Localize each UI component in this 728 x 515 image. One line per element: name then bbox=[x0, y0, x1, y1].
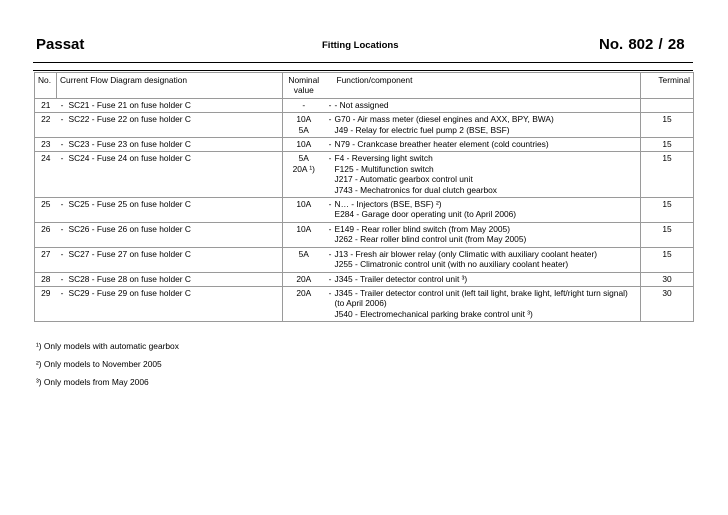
nominal-value: 10A bbox=[283, 222, 325, 247]
function-component: J345 - Trailer detector control unit ³) bbox=[334, 272, 641, 286]
fuse-designation: SC24 - Fuse 24 on fuse holder C bbox=[66, 152, 283, 198]
fuse-designation: SC23 - Fuse 23 on fuse holder C bbox=[66, 138, 283, 152]
fuse-number: 24 bbox=[35, 152, 57, 198]
fuse-designation: SC29 - Fuse 29 on fuse holder C bbox=[66, 286, 283, 321]
separator-dash: - bbox=[57, 272, 66, 286]
separator-dash: - bbox=[325, 222, 334, 247]
function-component: J13 - Fresh air blower relay (only Climatic with auxiliary coolant heater) J255 - Climatronic control unit (with no auxiliary coolant heater) bbox=[334, 247, 641, 272]
terminal: 30 bbox=[641, 286, 694, 321]
fuse-number: 21 bbox=[35, 98, 57, 112]
col-header-terminal: Terminal bbox=[641, 73, 694, 99]
header-divider-2 bbox=[33, 70, 693, 71]
fuse-designation: SC22 - Fuse 22 on fuse holder C bbox=[66, 113, 283, 138]
fuse-designation: SC27 - Fuse 27 on fuse holder C bbox=[66, 247, 283, 272]
nominal-value: 10A bbox=[283, 138, 325, 152]
separator-dash: - bbox=[57, 113, 66, 138]
separator-dash: - bbox=[325, 138, 334, 152]
terminal bbox=[641, 98, 694, 112]
terminal: 15 bbox=[641, 198, 694, 223]
fuse-designation: SC28 - Fuse 28 on fuse holder C bbox=[66, 272, 283, 286]
function-component: E149 - Rear roller blind switch (from May 2005) J262 - Rear roller blind control unit (from May 2005) bbox=[334, 222, 641, 247]
fuse-number: 28 bbox=[35, 272, 57, 286]
separator-dash: - bbox=[57, 98, 66, 112]
header-divider bbox=[33, 62, 693, 63]
terminal: 15 bbox=[641, 247, 694, 272]
function-component: N… - Injectors (BSE, BSF) ²) E284 - Garage door operating unit (to April 2006) bbox=[334, 198, 641, 223]
table-row bbox=[35, 198, 694, 223]
nominal-value: 10A 5A bbox=[283, 113, 325, 138]
terminal: 15 bbox=[641, 152, 694, 198]
col-header-no: No. bbox=[35, 73, 57, 99]
terminal: 30 bbox=[641, 272, 694, 286]
table-header-row bbox=[35, 73, 694, 99]
col-header-designation: Current Flow Diagram designation bbox=[57, 73, 283, 99]
separator-dash: - bbox=[325, 272, 334, 286]
separator-dash: - bbox=[57, 198, 66, 223]
separator-dash: - bbox=[325, 152, 334, 198]
fuse-number: 26 bbox=[35, 222, 57, 247]
fuse-designation: SC21 - Fuse 21 on fuse holder C bbox=[66, 98, 283, 112]
separator-dash: - bbox=[57, 152, 66, 198]
separator-dash: - bbox=[325, 98, 334, 112]
separator-dash: - bbox=[57, 286, 66, 321]
nominal-value: - bbox=[283, 98, 325, 112]
nominal-value: 5A bbox=[283, 247, 325, 272]
page-header bbox=[0, 36, 728, 56]
separator-dash: - bbox=[325, 247, 334, 272]
function-component: J345 - Trailer detector control unit (left tail light, brake light, left/right turn signal) (to April 2006) J540 - Electromechanical parking brake control unit ³) bbox=[334, 286, 641, 321]
nominal-value: 5A 20A ¹) bbox=[283, 152, 325, 198]
separator-dash: - bbox=[57, 138, 66, 152]
terminal: 15 bbox=[641, 138, 694, 152]
nominal-value: 20A bbox=[283, 272, 325, 286]
separator-dash: - bbox=[325, 198, 334, 223]
table-row bbox=[35, 247, 694, 272]
fuse-number: 25 bbox=[35, 198, 57, 223]
fuse-designation: SC26 - Fuse 26 on fuse holder C bbox=[66, 222, 283, 247]
col-header-function: Function/component bbox=[325, 73, 641, 99]
fuse-number: 29 bbox=[35, 286, 57, 321]
fuse-number: 27 bbox=[35, 247, 57, 272]
function-component: N79 - Crankcase breather heater element (cold countries) bbox=[334, 138, 641, 152]
function-component: - Not assigned bbox=[334, 98, 641, 112]
page-number: No. 802 / 28 bbox=[599, 36, 685, 53]
table-row bbox=[35, 152, 694, 198]
table-row bbox=[35, 138, 694, 152]
separator-dash: - bbox=[325, 113, 334, 138]
page-title: Fitting Locations bbox=[322, 40, 399, 51]
table-row bbox=[35, 286, 694, 321]
function-component: G70 - Air mass meter (diesel engines and AXX, BPY, BWA) J49 - Relay for electric fuel pump 2 (BSE, BSF) bbox=[334, 113, 641, 138]
terminal: 15 bbox=[641, 222, 694, 247]
nominal-value: 20A bbox=[283, 286, 325, 321]
table-row bbox=[35, 98, 694, 112]
nominal-value: 10A bbox=[283, 198, 325, 223]
table-row bbox=[35, 113, 694, 138]
table-row bbox=[35, 272, 694, 286]
function-component: F4 - Reversing light switch F125 - Multifunction switch J217 - Automatic gearbox control unit J743 - Mechatronics for dual clutch gearbox bbox=[334, 152, 641, 198]
footnote-3: ³) Only models from May 2006 bbox=[36, 377, 149, 387]
fuse-number: 23 bbox=[35, 138, 57, 152]
separator-dash: - bbox=[325, 286, 334, 321]
separator-dash: - bbox=[57, 222, 66, 247]
footnote-2: ²) Only models to November 2005 bbox=[36, 359, 162, 369]
table-row bbox=[35, 222, 694, 247]
fuse-number: 22 bbox=[35, 113, 57, 138]
brand-name: Passat bbox=[36, 36, 85, 53]
col-header-nominal: Nominal value bbox=[283, 73, 325, 99]
terminal: 15 bbox=[641, 113, 694, 138]
fuse-table bbox=[34, 72, 694, 322]
footnote-1: ¹) Only models with automatic gearbox bbox=[36, 341, 179, 351]
separator-dash: - bbox=[57, 247, 66, 272]
fuse-designation: SC25 - Fuse 25 on fuse holder C bbox=[66, 198, 283, 223]
